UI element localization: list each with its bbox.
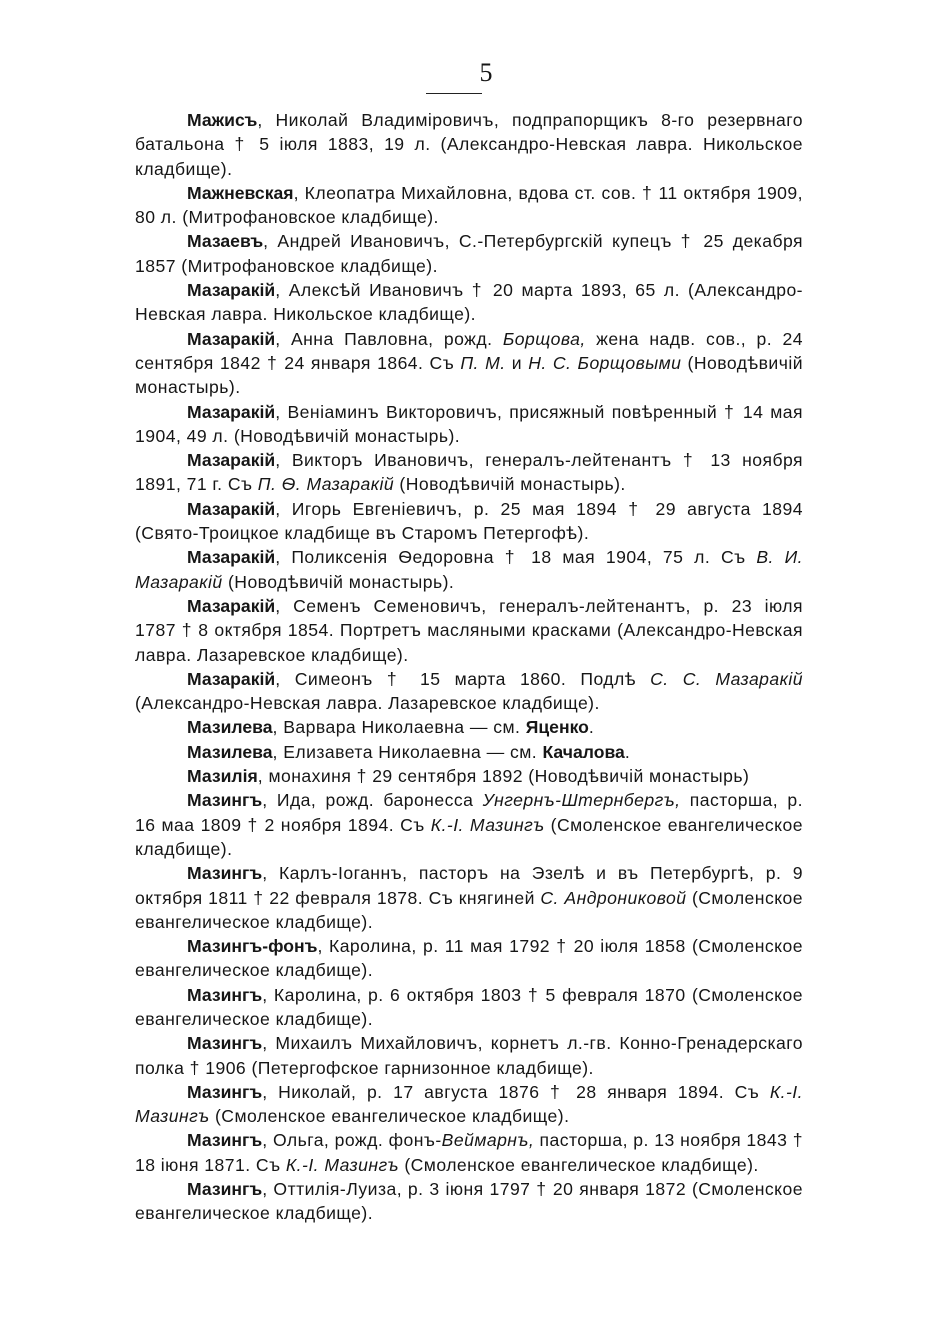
entry-name: Мазаракій (187, 547, 276, 568)
entry-name: Мазингъ (187, 1033, 263, 1054)
entry-text: , Варвара Николаевна — см. (272, 717, 526, 738)
entry-text: и (505, 352, 529, 373)
entry-text: , Алексѣй Ивановичъ † 20 марта 1893, 65 л. (Александро-Невская лавра. Никольское кладбище). (135, 280, 803, 325)
entry-text: , Оттилія-Луиза, р. 3 іюня 1797 † 20 января 1872 (Смоленское евангелическое кладбище). (135, 1179, 803, 1224)
entry-name: Мазингъ-фонъ (187, 936, 318, 957)
entry-text: пасторша, р. 13 ноября 1843 † 18 іюня 1871. Съ (135, 1130, 803, 1175)
entry-text: , Семенъ Семеновичъ, генералъ-лейтенантъ, р. 23 іюля 1787 † 8 октября 1854. Портретъ масляными красками (Александро-Невская лавра. Лазаревское кладбище). (135, 595, 803, 665)
entry-mazaraki-simeon (135, 667, 803, 716)
entry-name: Мазаракій (187, 668, 276, 689)
entry-italic: К.-І. Мазингъ (135, 1081, 803, 1127)
entry-italic: К.-І. Мазингъ (430, 814, 545, 835)
cross-reference: Качалова (542, 741, 625, 762)
entry-name: Мажисъ (187, 110, 258, 130)
entry-text: , Карлъ-Іоганнъ, пасторъ на Эзелѣ и въ Петербургѣ, р. 9 октября 1811 † 22 февраля 1878. Съ княгиней (135, 863, 803, 908)
entry-text: (Новодѣвичій монастырь). (222, 571, 455, 592)
entry-name: Мазингъ (187, 984, 263, 1005)
entry-text: жена надв. сов., р. 24 сентября 1842 † 24 января 1864. Съ (135, 328, 803, 373)
entry-text: (Новодѣвичій монастырь). (135, 352, 803, 398)
entry-mazing-ida (135, 788, 803, 861)
entry-italic: С. С. Мазаракій (650, 668, 803, 689)
entry-text: , Елизавета Николаевна — см. (272, 741, 543, 762)
entry-name: Мазингъ (187, 1081, 263, 1102)
entry-mazileva-varvara (135, 715, 803, 739)
entry-mazaraki-veniamin (135, 400, 803, 449)
entry-name: Мазилева (187, 741, 273, 762)
entry-name: Мажневская (187, 182, 294, 203)
entry-italic: Веймарнъ, (441, 1130, 535, 1151)
entry-mazing-fon-karolina (135, 934, 803, 983)
entry-mazing-nikolai (135, 1080, 803, 1129)
entry-text: , Михаилъ Михайловичъ, корнетъ л.-гв. Конно-Гренадерскаго полка † 1906 (Петергофское гарнизонное кладбище). (135, 1033, 803, 1078)
entry-mazaraki-igor (135, 497, 803, 546)
entry-maziliya (135, 764, 803, 788)
entry-text: (Александро-Невская лавра. Лазаревское кладбище). (135, 693, 600, 714)
entry-name: Мазингъ (187, 1130, 263, 1151)
entry-text: , Анна Павловна, рожд. (275, 328, 503, 349)
entry-mazing-karolina (135, 983, 803, 1032)
entry-name: Мазаракій (187, 328, 276, 349)
entry-mazaraki-aleksei (135, 278, 803, 327)
entry-mazaraki-polikseniya (135, 545, 803, 594)
entry-text: , Игорь Евгеніевичъ, р. 25 мая 1894 † 29 августа 1894 (Свято-Троицкое кладбище въ Старомъ Петергофѣ). (135, 498, 803, 544)
entry-mazileva-elizaveta (135, 740, 803, 764)
cross-reference: Яценко (525, 717, 589, 738)
entry-text: (Смоленское евангелическое кладбище). (135, 887, 804, 932)
entry-name: Мазингъ (187, 1179, 263, 1200)
entry-italic: К.-І. Мазингъ (285, 1154, 399, 1175)
entry-mazaraki-anna (135, 327, 803, 400)
entry-name: Мазаракій (187, 401, 276, 422)
entry-mazaev (135, 229, 803, 278)
entry-text: . (588, 717, 595, 738)
entry-mazaraki-semen (135, 594, 803, 667)
entry-text: (Смоленское евангелическое кладбище). (209, 1106, 570, 1127)
entry-name: Мазилія (187, 766, 258, 787)
entry-name: Мазаевъ (187, 231, 264, 252)
entry-text: (Новодѣвичій монастырь). (394, 474, 626, 495)
entry-name: Мазаракій (187, 450, 276, 471)
entry-italic: Н. С. Борщовыми (528, 352, 682, 373)
entry-name: Мазаракій (187, 280, 276, 301)
entry-text: , Николай Владиміровичъ, подпрапорщикъ 8-го резервнаго батальона † 5 іюля 1883, 19 л. (Александро-Невская лавра. Никольское кладбище). (135, 110, 803, 179)
entry-mazing-olga (135, 1128, 803, 1177)
entry-italic: П. Ѳ. Мазаракій (257, 474, 395, 495)
entry-text: , Клеопатра Михайловна, вдова ст. сов. † 11 октября 1909, 80 л. (Митрофановское кладбище). (135, 182, 803, 228)
entry-text: , Николай, р. 17 августа 1876 † 28 января 1894. Съ (262, 1081, 770, 1102)
entry-mazing-karl (135, 861, 803, 934)
entry-text: (Смоленское евангелическое кладбище). (135, 814, 803, 859)
page-number-rule (426, 93, 482, 94)
entry-mazing-mikhail (135, 1031, 803, 1080)
page-number: 5 (479, 58, 493, 87)
entry-text: , монахиня † 29 сентября 1892 (Новодѣвичій монастырь) (257, 766, 750, 787)
entry-italic: В. И. Мазаракій (135, 547, 803, 592)
entry-name: Мазаракій (187, 595, 276, 616)
entry-text: , Каролина, р. 6 октября 1803 † 5 февраля 1870 (Смоленское евангелическое кладбище). (135, 984, 803, 1029)
entries-list (135, 108, 803, 1226)
entry-mazaraki-viktor (135, 448, 803, 497)
entry-mazhnevskaya (135, 181, 803, 230)
entry-text: , Симеонъ † 15 марта 1860. Подлѣ (275, 668, 651, 689)
entry-text: , Ида, рожд. баронесса (262, 790, 483, 811)
entry-mazhis (135, 108, 803, 181)
entry-italic: П. М. (460, 352, 506, 373)
entry-name: Мазилева (187, 717, 273, 738)
entry-name: Мазаракій (187, 498, 276, 519)
entry-text: , Каролина, р. 11 мая 1792 † 20 іюля 1858 (Смоленское евангелическое кладбище). (135, 936, 803, 981)
entry-name: Мазингъ (187, 790, 263, 811)
entry-text: , Викторъ Ивановичъ, генералъ-лейтенантъ † 13 ноября 1891, 71 г. Съ (135, 450, 803, 495)
entry-text: пасторша, р. 16 маа 1809 † 2 ноября 1894. Съ (135, 790, 803, 835)
entry-italic: Борщова, (502, 328, 586, 349)
entry-text: , Поликсенія Ѳедоровна † 18 мая 1904, 75 л. Съ (275, 547, 757, 568)
entry-text: , Ольга, рожд. фонъ- (262, 1130, 442, 1151)
entry-text: , Веніаминъ Викторовичъ, присяжный повѣренный † 14 мая 1904, 49 л. (Новодѣвичій монастырь). (135, 401, 803, 446)
entry-italic: С. Андрониковой (540, 887, 687, 908)
entry-name: Мазингъ (187, 863, 263, 884)
entry-text: , Андрей Ивановичъ, С.-Петербургскій купецъ † 25 декабря 1857 (Митрофановское кладбище). (135, 231, 803, 276)
entry-mazing-ottiliya (135, 1177, 803, 1226)
entry-italic: Унгернъ-Штернбергъ, (482, 790, 681, 811)
entry-text: (Смоленское евангелическое кладбище). (399, 1154, 759, 1175)
entry-text: . (624, 741, 631, 762)
